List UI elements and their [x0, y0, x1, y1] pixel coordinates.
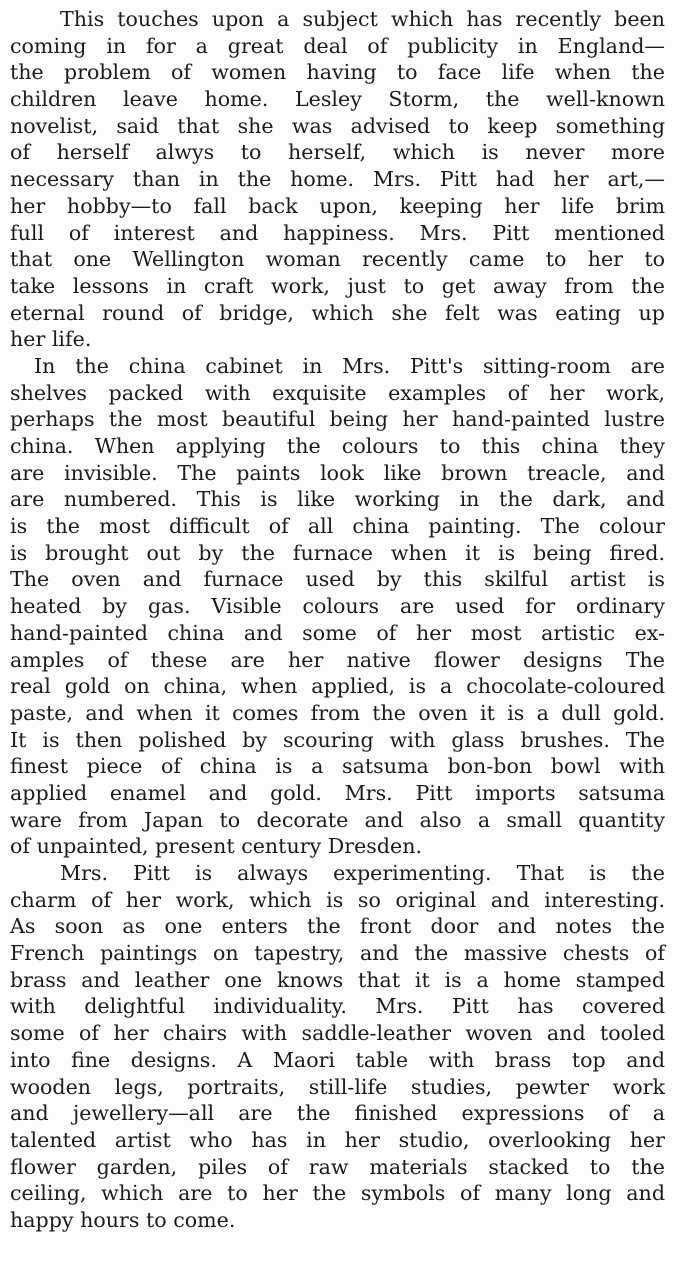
paragraph-1: [10, 6, 665, 353]
text-line: china. When applying the colours to this china they: [10, 434, 665, 458]
text-line: her hobby—to fall back upon, keeping her life brim: [10, 193, 665, 218]
text-line: real gold on china, when applied, is a chocolate-coloured: [10, 674, 665, 699]
text-line: charm of her work, which is so original and interesting.: [10, 887, 665, 912]
text-line: eternal round of bridge, which she felt was eating up: [10, 300, 665, 325]
text-line: applied enamel and gold. Mrs. Pitt imports satsuma: [10, 780, 665, 805]
text-line: wooden legs, portraits, still-life studies, pewter work: [10, 1074, 665, 1099]
text-line: necessary than in the home. Mrs. Pitt had her art,—: [10, 167, 665, 192]
text-line: ware from Japan to decorate and also a small quantity: [10, 807, 665, 832]
text-line: are numbered. This is like working in the dark, and: [10, 487, 665, 512]
article-column: [10, 6, 665, 1234]
text-line: with delightful individuality. Mrs. Pitt has covered: [10, 994, 665, 1019]
text-line: the problem of women having to face life when the: [10, 60, 665, 85]
text-line: flower garden, piles of raw materials stacked to the: [10, 1154, 665, 1179]
text-line: into fine designs. A Maori table with brass top and: [10, 1047, 665, 1072]
text-line: finest piece of china is a satsuma bon-bon bowl with: [10, 754, 665, 779]
text-line: Mrs. Pitt is always experimenting. That is the: [60, 861, 665, 885]
text-line: The oven and furnace used by this skilful artist is: [10, 567, 665, 592]
text-line: novelist, said that she was advised to keep something: [10, 113, 665, 138]
text-line: shelves packed with exquisite examples of her work,: [10, 380, 665, 405]
text-line: happy hours to come.: [10, 1207, 236, 1232]
text-line: some of her chairs with saddle-leather woven and tooled: [10, 1021, 665, 1046]
text-line: her life.: [10, 327, 92, 352]
text-line: children leave home. Lesley Storm, the well-known: [10, 87, 665, 112]
text-line: heated by gas. Visible colours are used for ordinary: [10, 594, 665, 619]
text-line: ceiling, which are to her the symbols of many long and: [10, 1181, 665, 1206]
text-line: French paintings on tapestry, and the massive chests of: [10, 941, 665, 966]
text-line: that one Wellington woman recently came to her to: [10, 247, 665, 272]
text-line: In the china cabinet in Mrs. Pitt's sitting-room are: [34, 353, 665, 378]
text-line: is the most difficult of all china painting. The colour: [10, 514, 665, 539]
text-line: of herself alwys to herself, which is never more: [10, 140, 665, 165]
text-line: are invisible. The paints look like brown treacle, and: [10, 460, 665, 485]
text-line: full of interest and happiness. Mrs. Pitt mentioned: [10, 220, 665, 245]
text-line: hand-painted china and some of her most artistic ex-: [10, 620, 665, 645]
text-line: perhaps the most beautiful being her hand-painted lustre: [10, 407, 665, 432]
paragraph-2: [10, 353, 665, 860]
text-line: talented artist who has in her studio, overlooking her: [10, 1127, 665, 1152]
paragraph-3: [10, 860, 665, 1234]
text-line: It is then polished by scouring with glass brushes. The: [10, 727, 665, 752]
text-line: This touches upon a subject which has recently been: [60, 7, 665, 31]
text-line: coming in for a great deal of publicity in England—: [10, 33, 665, 58]
text-line: take lessons in craft work, just to get away from the: [10, 273, 665, 298]
text-line: and jewellery—all are the finished expressions of a: [10, 1101, 665, 1126]
text-line: amples of these are her native flower designs The: [10, 647, 665, 672]
text-line: paste, and when it comes from the oven it is a dull gold.: [10, 700, 665, 725]
text-line: As soon as one enters the front door and notes the: [10, 914, 665, 939]
text-line: of unpainted, present century Dresden.: [10, 834, 423, 859]
text-line: brass and leather one knows that it is a home stamped: [10, 967, 665, 992]
text-line: is brought out by the furnace when it is being fired.: [10, 540, 665, 565]
